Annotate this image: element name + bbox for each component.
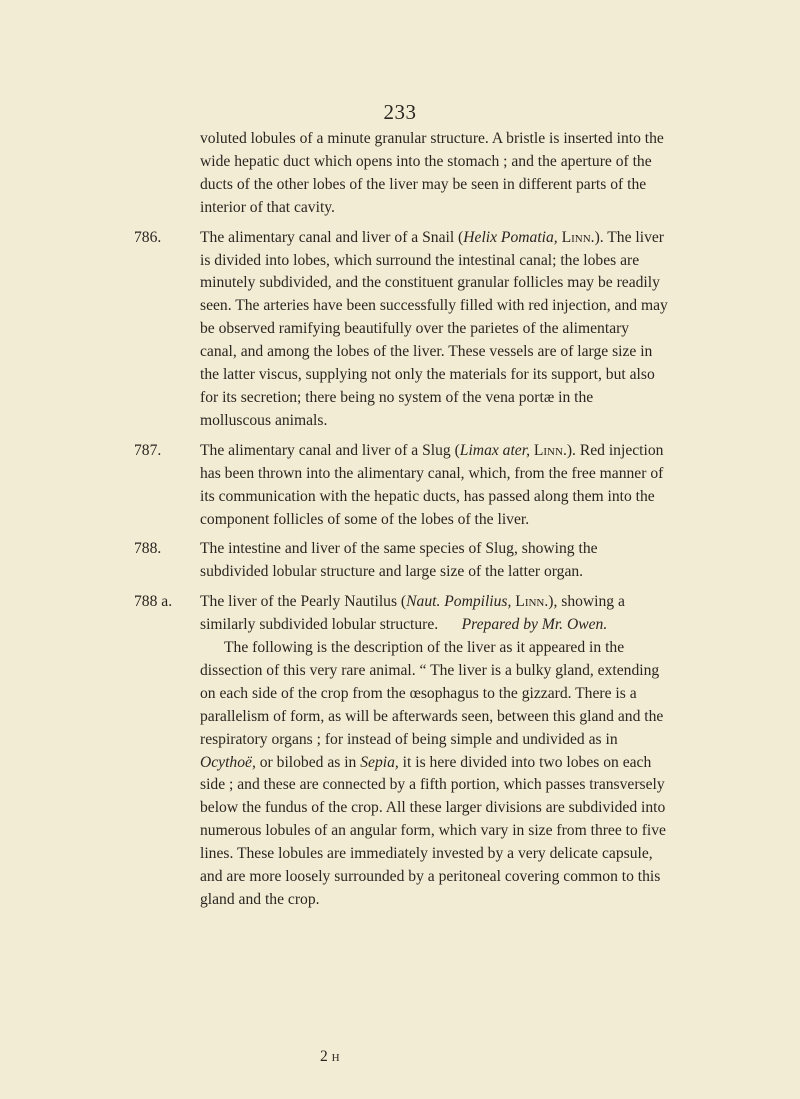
entry-number: 788 a.	[134, 593, 173, 611]
signature-mark: 2 h	[320, 1048, 340, 1065]
text-block	[134, 128, 668, 912]
genus-name: Sepia,	[360, 753, 399, 771]
entry-paragraph	[134, 591, 668, 637]
credit: Prepared by Mr. Owen.	[461, 616, 608, 634]
entry-788	[134, 538, 668, 584]
entry-787	[134, 440, 668, 532]
entry-text: The liver of the Pearly Nautilus (	[200, 593, 407, 611]
description-paragraph	[200, 637, 668, 912]
entry-text: ). The liver is divided into lobes, which surround the intestinal canal; the lobes are minutely subdivided, and the constituent granular follicles may be readily seen. The arteries have been successfully filled with red injection, and may be observed ramifying beautifully over the parietes of the alimentary canal, and among the lobes of the liver. These vessels are of large size in the latter viscus, supplying not only the materials for its support, but also for its secretion; there being no system of the vena portæ in the molluscous animals.	[200, 228, 668, 429]
entry-number: 788.	[134, 540, 162, 558]
intro-paragraph: voluted lobules of a minute granular structure. A bristle is inserted into the wide hepatic duct which opens into the stomach ; and the aperture of the ducts of the other lobes of the liver may be seen in different parts of the interior of that cavity.	[200, 130, 664, 216]
species-name: Helix Pomatia,	[463, 228, 558, 246]
entry-text: ), showing a similarly subdivided lobular structure.	[200, 593, 625, 634]
species-name: Limax ater,	[459, 441, 530, 459]
entry-text: The alimentary canal and liver of a Slug (	[200, 441, 460, 459]
entry-text: The alimentary canal and liver of a Snail (	[200, 228, 464, 246]
entry-paragraph	[134, 440, 668, 532]
entry-number: 787.	[134, 441, 162, 459]
genus-name: Ocythoë,	[200, 753, 256, 771]
entry-text: The intestine and liver of the same species of Slug, showing the subdivided lobular structure and large size of the latter organ.	[200, 540, 598, 581]
page-number: 233	[383, 100, 417, 124]
entry-number: 786.	[134, 228, 162, 246]
entry-786	[134, 227, 668, 433]
entry-text: The following is the description of the liver as it appeared in the dissection of this very rare animal. “ The liver is a bulky gland, extending on each side of the crop from the œsophagus to the gizzard. There is a parallelism of form, as will be afterwards seen, between this gland and the respiratory organs ; for instead of being simple and undivided as in	[200, 639, 664, 748]
entry-788a	[134, 591, 668, 912]
entry-paragraph	[134, 227, 668, 433]
authority: Linn.	[557, 228, 595, 246]
entry-text: or bilobed as in	[255, 753, 361, 771]
authority: Linn.	[529, 441, 567, 459]
authority: Linn.	[511, 593, 549, 611]
entry-text: it is here divided into two lobes on each side ; and these are connected by a fifth portion, which passes transversely below the fundus of the crop. All these larger divisions are subdivided into numerous lobules of an angular form, which vary in size from three to five lines. These lobules are immediately invested by a very delicate capsule, and are more loosely surrounded by a peritoneal covering common to this gland and the crop.	[200, 753, 666, 908]
species-name: Naut. Pompilius,	[406, 593, 512, 611]
entry-text: ). Red injection has been thrown into the alimentary canal, which, from the free manner of its communication with the hepatic ducts, has passed along them into the component follicles of some of the lobes of the liver.	[200, 441, 664, 528]
entry-paragraph	[134, 538, 668, 584]
